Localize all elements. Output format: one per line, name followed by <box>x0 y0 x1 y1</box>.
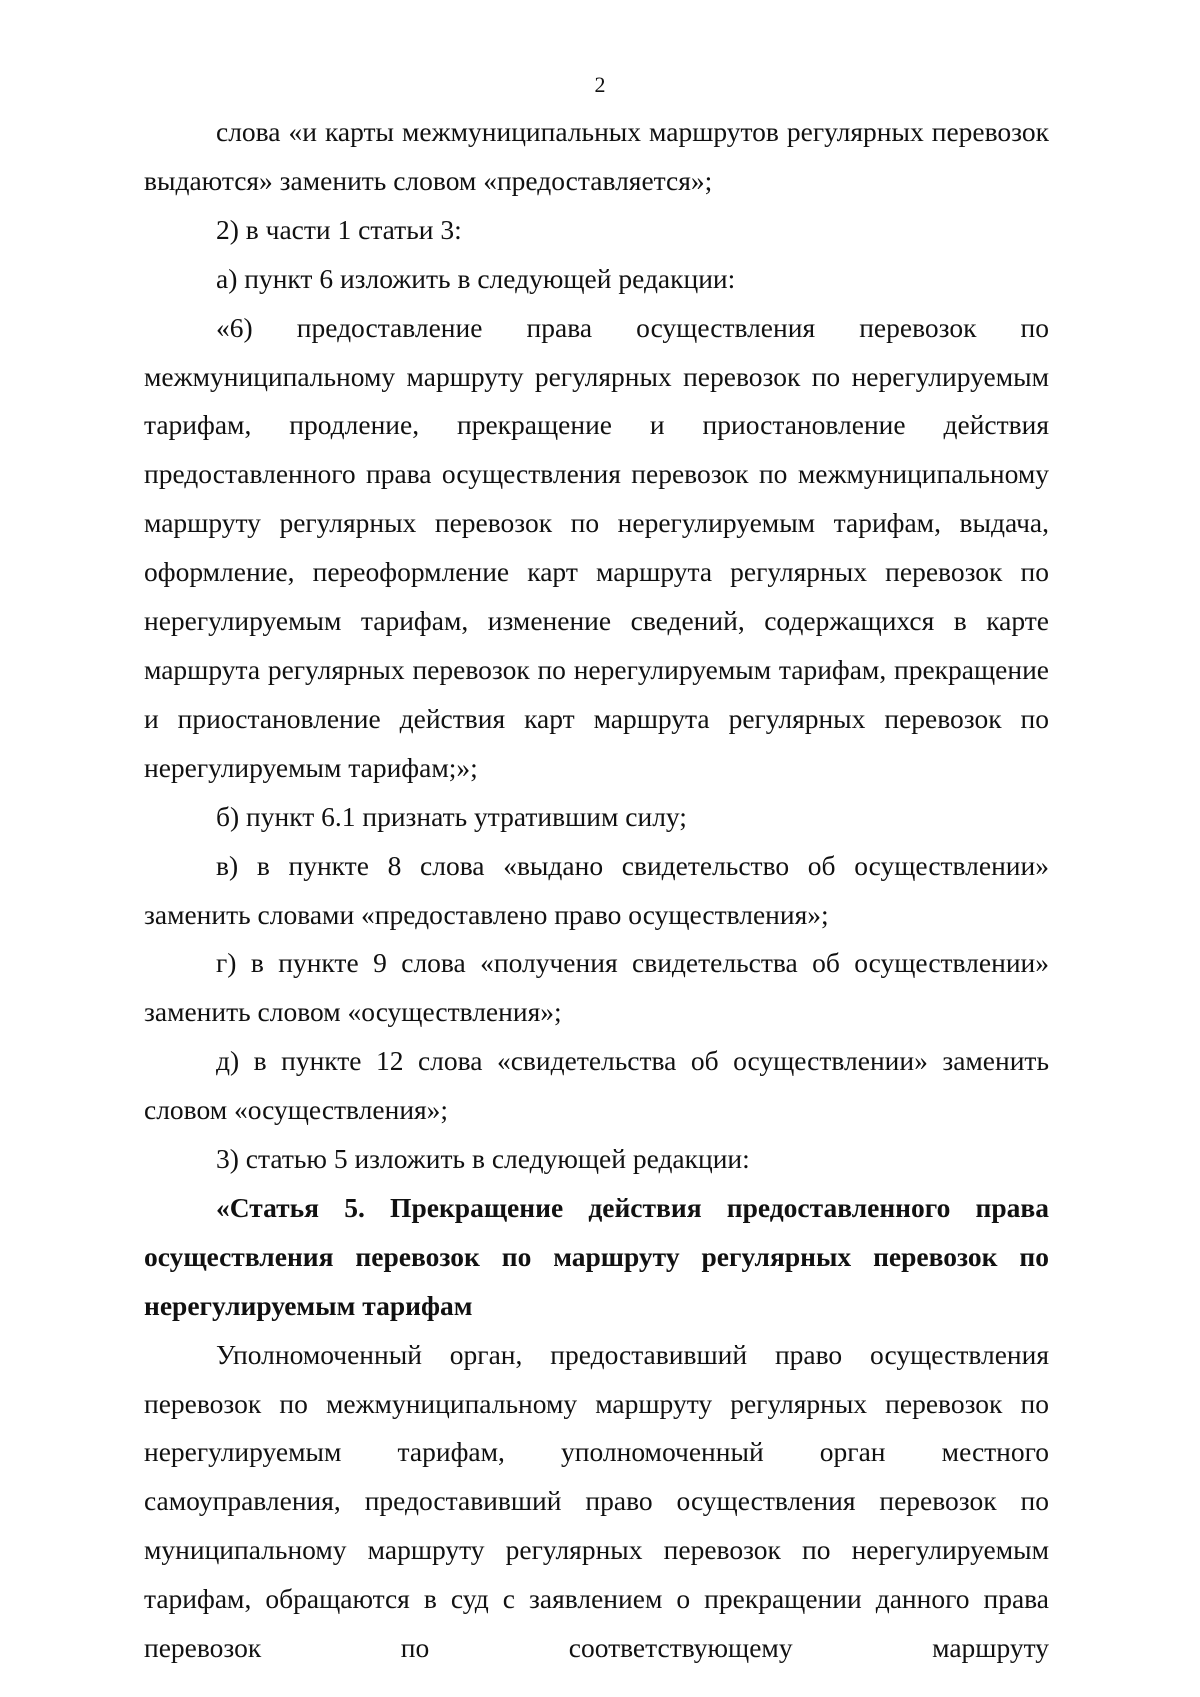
paragraph-quoted-item-6: «6) предоставление права осуществления перевозок по межмуниципальному маршруту регулярных перевозок по нерегулируемым тарифам, продление, прекращение и приостановление действия предоставленного права осуществления перевозок по межмуниципальному маршруту регулярных перевозок по нерегулируемым тарифам, выдача, оформление, переоформление карт маршрута регулярных перевозок по нерегулируемым тарифам, изменение сведений, содержащихся в карте маршрута регулярных перевозок по нерегулируемым тарифам, прекращение и приостановление действия карт маршрута регулярных перевозок по нерегулируемым тарифам;»; <box>144 311 1049 783</box>
paragraph-subitem-b: б) пункт 6.1 признать утратившим силу; <box>216 800 687 832</box>
document-body <box>144 108 1049 1673</box>
paragraph-replace-words: слова «и карты межмуниципальных маршрутов регулярных перевозок выдаются» заменить словом «предоставляется»; <box>144 116 1049 196</box>
paragraph-item-2: 2) в части 1 статьи 3: <box>216 213 462 245</box>
paragraph-subitem-a: а) пункт 6 изложить в следующей редакции: <box>216 262 736 294</box>
paragraph-subitem-v: в) в пункте 8 слова «выдано свидетельство об осуществлении» заменить словами «предоставлено право осуществления»; <box>144 849 1049 930</box>
paragraph-subitem-d: д) в пункте 12 слова «свидетельства об осуществлении» заменить словом «осуществления»; <box>144 1045 1049 1126</box>
paragraph-subitem-g: г) в пункте 9 слова «получения свидетельства об осуществлении» заменить словом «осуществления»; <box>144 947 1049 1028</box>
page-number: 2 <box>594 72 606 97</box>
article-5-text: Уполномоченный орган, предоставивший право осуществления перевозок по межмуниципальному маршруту регулярных перевозок по нерегулируемым тарифам, уполномоченный орган местного самоуправления, предоставивший право осуществления перевозок по муниципальному маршруту регулярных перевозок по нерегулируемым тарифам, обращаются в суд с заявлением о прекращении данного права перевозок по соответствующему маршруту <box>144 1338 1049 1664</box>
article-5-heading: «Статья 5. Прекращение действия предоставленного права осуществления перевозок по маршруту регулярных перевозок по нерегулируемым тарифам <box>144 1191 1049 1321</box>
paragraph-item-3: 3) статью 5 изложить в следующей редакции: <box>216 1143 750 1175</box>
